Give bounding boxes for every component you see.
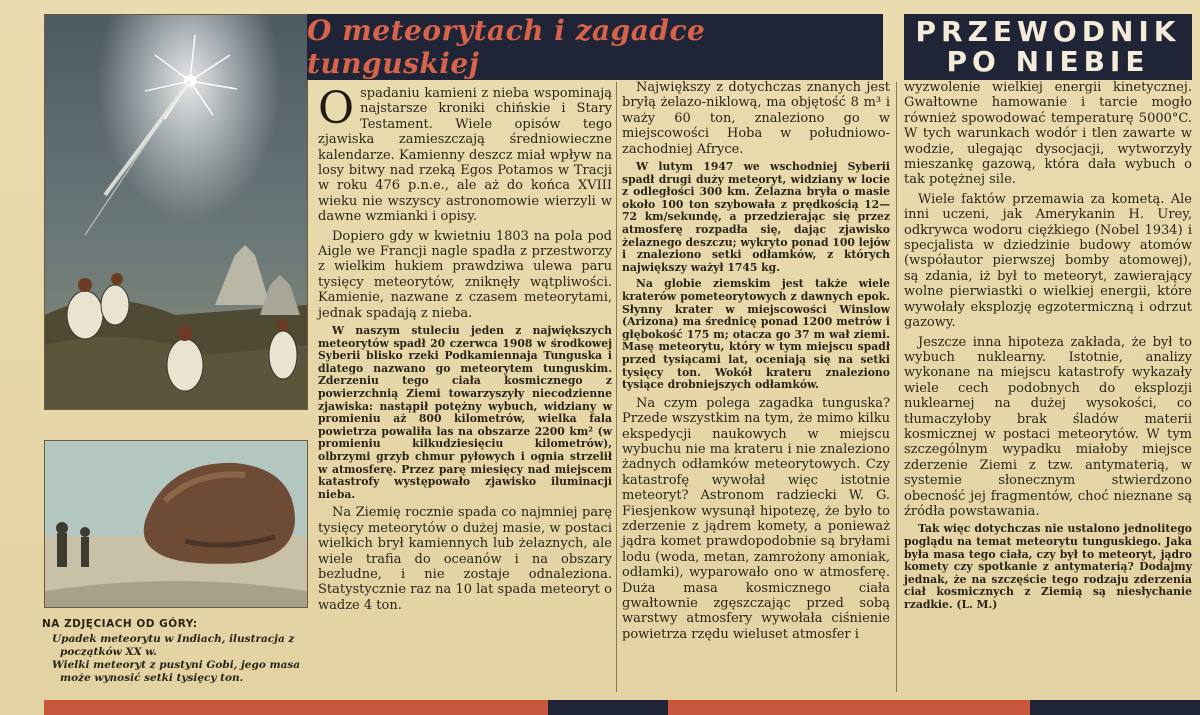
- gobi-meteorite-photo: [44, 440, 308, 608]
- caption-item-1: Upadek meteorytu w Indiach, ilustracja z początków XX w.: [52, 633, 295, 658]
- article-title-banner: [307, 14, 883, 80]
- paragraph: Jeszcze inna hipoteza zakłada, że był to wybuch nuklearny. Istotnie, analizy wykonane na miejscu katastrofy wykazały wiele cech podobnych do eksplozji nuklearnej na dużej wysokości, co tłumaczyłoby brak śladów materii kosmicznej w postaci meteorytów. W tym szczególnym wypadku miałoby miejsce zderzenie Ziemi z tzw. antymaterią, w systemie słonecznym stwierdzono obecność jej fragmentów, choć nieznane są źródła powstawania.: [904, 334, 1192, 519]
- meteor-fall-illustration: [44, 14, 308, 410]
- article-column-3: [904, 80, 1192, 616]
- caption-item-2: Wielki meteoryt z pustyni Gobi, jego masa może wynosić setki tysięcy ton.: [52, 659, 301, 684]
- section-header-line-1: PRZEWODNIK: [915, 15, 1181, 48]
- article-column-1: [318, 83, 612, 617]
- column-divider: [896, 82, 897, 692]
- paragraph-small: Tak więc dotychczas nie ustalono jednolitego poglądu na temat meteorytu tunguskiego. Jaka była masa tego ciała, czy był to meteoryt, jądro komety czy spotkanie z antymaterią? Dodajmy jednak, że na szczęście tego rodzaju zderzenia ciał kosmicznych z Ziemią są niesłychanie rzadkie. (L. M.): [904, 522, 1192, 611]
- paragraph: Największy z dotychczas znanych jest bryłą żelazo-niklową, ma objętość 8 m³ i waży 60 ton, znaleziono go w miejscowości Hoba w południowo-zachodniej Afryce.: [622, 80, 890, 157]
- section-header: [904, 14, 1192, 80]
- bottom-dark-block: [1030, 700, 1200, 715]
- column-divider: [616, 82, 617, 692]
- paragraph: Na czym polega zagadka tunguska? Przede wszystkim na tym, że mimo kilku ekspedycji naukowych w miejscu wybuchu nie ma krateru i nie znaleziono żadnych odłamków meteorytowych. Czy katastrofę wywołał więc istotnie meteoryt? Astronom radziecki W. G. Fiesjenkow wysunął hipotezę, że było to zderzenie z jądrem komety, a ponieważ jądra komet prawdopodobnie są bryłami lodu (woda, metan, zamrożony amoniak, odłamki), wyparowało ono w atmosferę. Duża masa kosmicznego ciała gwałtownie zgęszczając przed sobą warstwy atmosfery wywołała ciśnienie powietrza rzędu wieluset atmosfer i: [622, 395, 890, 642]
- section-header-line-2: PO NIEBIE: [946, 45, 1150, 78]
- photo-captions: [42, 618, 310, 685]
- paragraph-small: Na globie ziemskim jest także wiele kraterów pometeorytowych z dawnych epok. Słynny krater w miejscowości Winslow (Arizona) ma średnicę ponad 1200 metrów i głębokość 175 m; otacza go 37 m wał ziemi. Masę meteorytu, który w tym miejscu spadł przed tysiącami lat, oceniają się na setki tysięcy ton. Wokół krateru znaleziono tysiące drobniejszych odłamków.: [622, 277, 890, 392]
- paragraph: wyzwolenie wielkiej energii kinetycznej. Gwałtowne hamowanie i tarcie mogło również spowodować temperaturę 5000°C. W tych warunkach wodór i tlen zawarte w wodzie, ulegając dysocjacji, wytworzyły mieszankę gazową, która dała wybuch o tak potężnej sile.: [904, 80, 1192, 188]
- captions-heading: NA ZDJĘCIACH OD GÓRY:: [42, 618, 198, 630]
- paragraph: Wiele faktów przemawia za kometą. Ale inni uczeni, jak Amerykanin H. Urey, odkrywca wodoru ciężkiego (Nobel 1934) i specjalista w dziedzinie budowy atomów (współautor pierwszej bomby atomowej), są zdania, iż był to meteoryt, zawierający wolne pierwiastki o wielkiej energii, które wywołały eksplozję egzotermiczną i odrzut gazowy.: [904, 191, 1192, 331]
- article-title: O meteorytach i zagadce tunguskiej: [307, 14, 706, 80]
- paragraph: Na Ziemię rocznie spada co najmniej parę tysięcy meteorytów o dużej masie, w postaci wielkich brył kamiennych lub żelaznych, ale wiele trafia do oceanów i na obszary bezludne, i nie zostaje odnaleziona. Statystycznie raz na 10 lat spada meteoryt o wadze 4 ton.: [318, 505, 612, 613]
- drop-cap: O: [318, 83, 355, 134]
- paragraph: Dopiero gdy w kwietniu 1803 na pola pod Aigle we Francji nagle spadła z przestworzy z wielkim hukiem prawdziwa ulewa paru tysięcy meteorytów, zniknęły wątpliwości. Kamienie, nazwane z czasem meteorytami, jednak spadają z nieba.: [318, 228, 612, 321]
- bottom-dark-block: [548, 700, 668, 715]
- paragraph: Ospadaniu kamieni z nieba wspominają najstarsze kroniki chińskie i Stary Testament. Wiele opisów tego zjawiska zamieszczają średniowieczne kalendarze. Kamienny deszcz miał wpływ na losy bitwy nad rzeką Egos Potamos w Tracji w roku 476 p.n.e., ale aż do końca XVIII wieku nie wszyscy astronomowie wierzyli w dawne wzmianki i opisy.: [318, 83, 612, 225]
- paragraph-small: W lutym 1947 we wschodniej Syberii spadł drugi duży meteoryt, widziany w locie z odległości 300 km. Żelazna bryła o masie około 100 ton szybowała z prędkością 12—72 km/sekundę, a przedzierając się przez atmosferę rozpadła się, dając zjawisko żelaznego deszczu; wykryto ponad 100 lejów i znaleziono setki odłamków, z których największy ważył 1745 kg.: [622, 160, 890, 274]
- article-column-2: [622, 80, 890, 646]
- paragraph-small: W naszym stuleciu jeden z największych meteorytów spadł 20 czerwca 1908 w środkowej Syberii blisko rzeki Podkamiennaja Tunguska i dlatego nazwano go meteorytem tunguskim. Zderzeniu tego ciała kosmicznego z powierzchnią Ziemi towarzyszyły niecodzienne zjawiska: nastąpił potężny wybuch, widziany w promieniu aż 800 kilometrów, wielka fala powietrza powaliła las na obszarze 2200 km² (w promieniu kilkudziesięciu kilometrów), olbrzymi grzyb chmur pyłowych i ognia strzelił w atmosferę. Przez parę miesięcy nad miejscem katastrofy występowało zjawisko iluminacji nieba.: [318, 324, 612, 501]
